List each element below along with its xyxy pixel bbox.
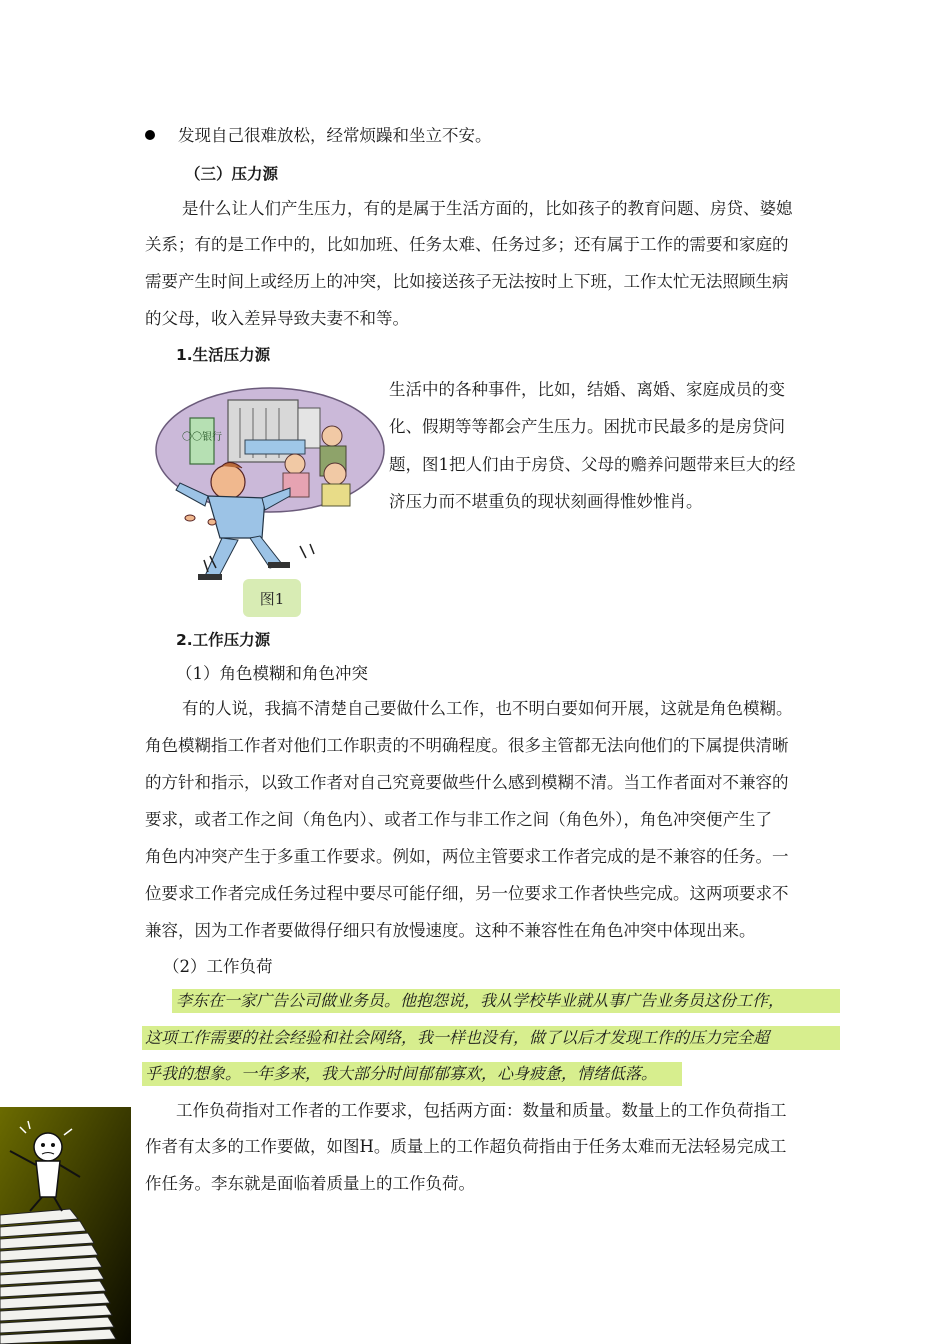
paragraph-line: 位要求工作者完成任务过程中要尽可能仔细，另一位要求工作者快些完成。这两项要求不 (145, 884, 789, 903)
subsection-heading: 1.生活压力源 (176, 346, 271, 364)
sub-heading: （1）角色模糊和角色冲突 (176, 664, 368, 683)
figure-h-illustration (0, 1107, 131, 1344)
paragraph-line: 化、假期等等都会产生压力。困扰市民最多的是房贷问 (389, 417, 785, 436)
subsection-heading: 2.工作压力源 (176, 631, 271, 649)
paragraph-line: 生活中的各种事件，比如，结婚、离婚、家庭成员的变 (389, 380, 785, 399)
sub-heading: （2）工作负荷 (163, 957, 273, 976)
paragraph-line: 角色模糊指工作者对他们工作职责的不明确程度。很多主管都无法向他们的下属提供清晰 (145, 736, 789, 755)
highlight-line: 乎我的想象。一年多来，我大部分时间郁郁寡欢，心身疲惫，情绪低落。 (145, 1064, 658, 1083)
paragraph-line: 需要产生时间上或经历上的冲突，比如接送孩子无法按时上下班，工作太忙无法照顾生病 (145, 272, 789, 291)
figure-caption-text: 图1 (259, 589, 285, 608)
highlight-line: 这项工作需要的社会经验和社会网络，我一样也没有，做了以后才发现工作的压力完全超 (145, 1028, 770, 1047)
paragraph-line: 的父母，收入差异导致夫妻不和等。 (145, 309, 409, 328)
paragraph-line: 题，图1把人们由于房贷、父母的赡养问题带来巨大的经 (389, 455, 796, 474)
highlight-line: 李东在一家广告公司做业务员。他抱怨说，我从学校毕业就从事广告业务员这份工作， (176, 991, 785, 1010)
paragraph-line: 角色内冲突产生于多重工作要求。例如，两位主管要求工作者完成的是不兼容的任务。一 (145, 847, 789, 866)
paragraph-line: 作者有太多的工作要做，如图H。质量上的工作超负荷指由于任务太难而无法轻易完成工 (145, 1137, 787, 1156)
paragraph-line: 关系；有的是工作中的，比如加班、任务太难、任务过多；还有属于工作的需要和家庭的 (145, 235, 789, 254)
paragraph-line: 要求，或者工作之间（角色内）、或者工作与非工作之间（角色外），角色冲突便产生了 (145, 810, 772, 829)
paragraph-line: 有的人说，我搞不清楚自己要做什么工作，也不明白要如何开展，这就是角色模糊。 (182, 699, 793, 718)
figure-1-illustration (150, 378, 388, 583)
section-heading: （三）压力源 (185, 165, 279, 183)
bullet-dot (145, 130, 155, 140)
bullet-text: 发现自己很难放松，经常烦躁和坐立不安。 (178, 126, 492, 145)
paragraph-line: 的方针和指示，以致工作者对自己究竟要做些什么感到模糊不清。当工作者面对不兼容的 (145, 773, 789, 792)
paragraph-line: 工作负荷指对工作者的工作要求，包括两方面：数量和质量。数量上的工作负荷指工 (176, 1101, 787, 1120)
bank-sign-text: 〇〇银行 (182, 432, 222, 443)
figure-caption (243, 579, 301, 617)
paragraph-line: 作任务。李东就是面临着质量上的工作负荷。 (145, 1174, 475, 1193)
paragraph-line: 是什么让人们产生压力，有的是属于生活方面的，比如孩子的教育问题、房贷、婆媳 (182, 199, 793, 218)
paragraph-line: 兼容，因为工作者要做得仔细只有放慢速度。这种不兼容性在角色冲突中体现出来。 (145, 921, 756, 940)
paragraph-line: 济压力而不堪重负的现状刻画得惟妙惟肖。 (389, 492, 703, 511)
